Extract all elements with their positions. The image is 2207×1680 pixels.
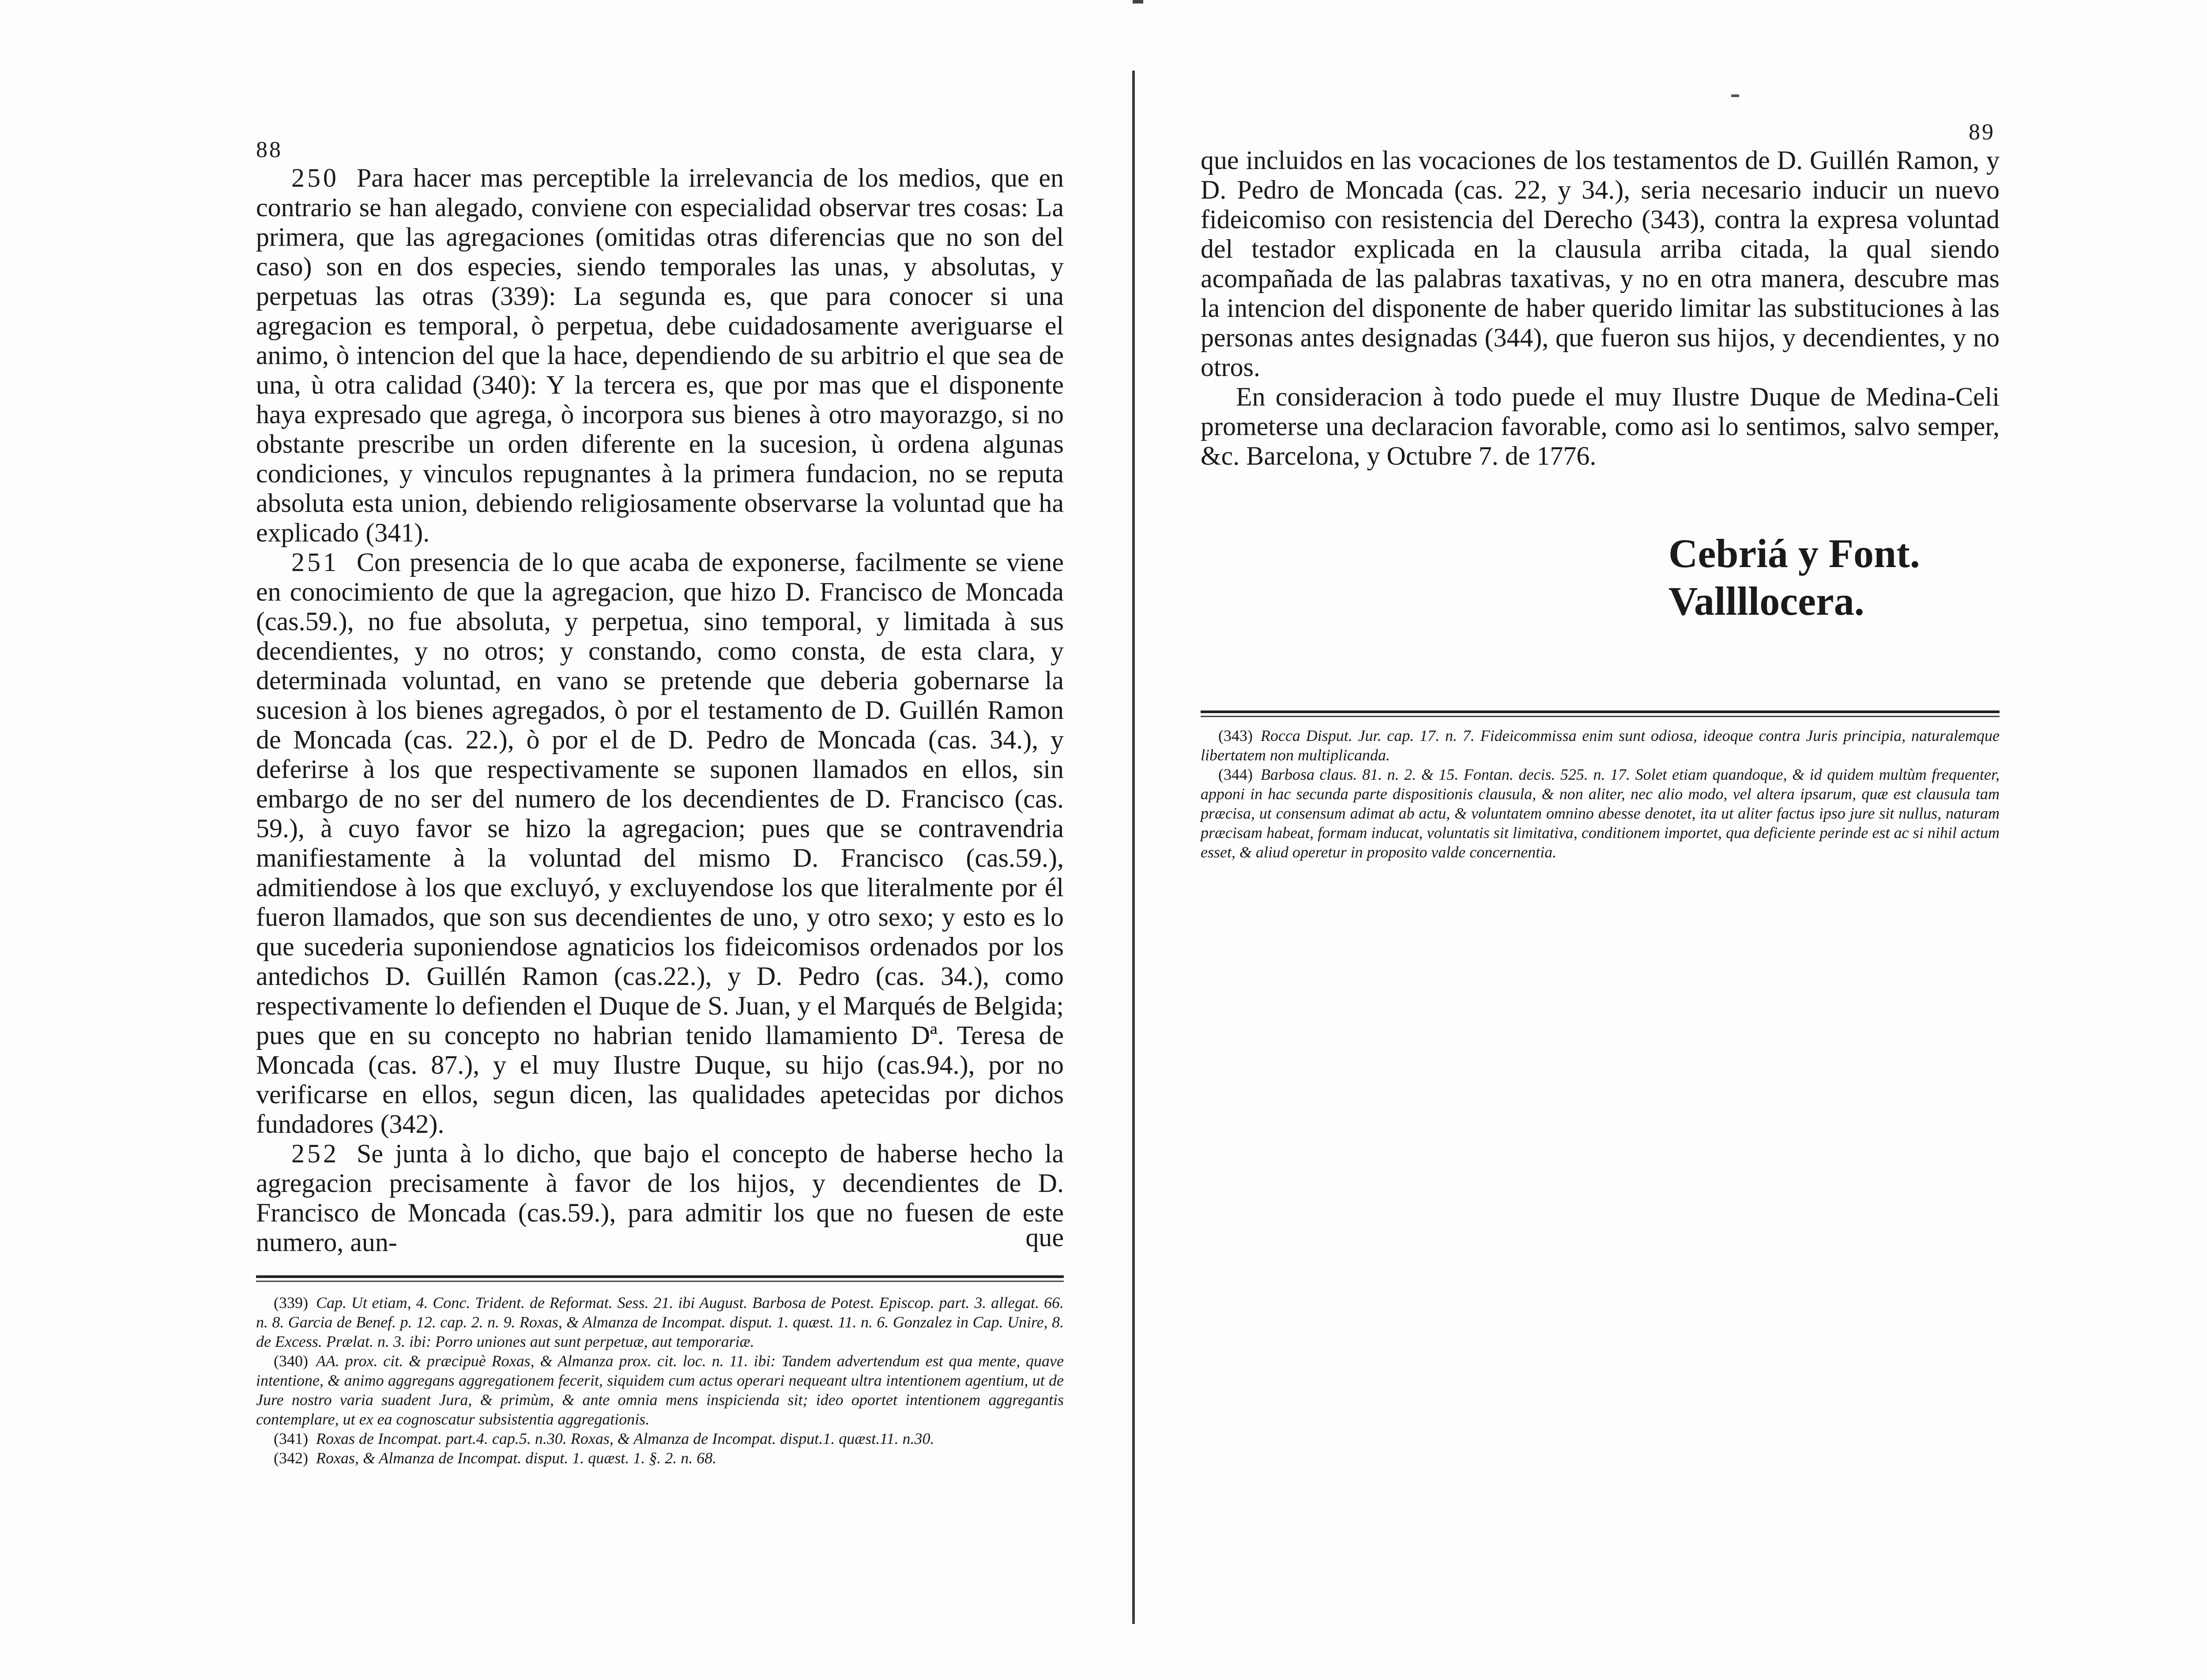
right-page-body: [1201, 146, 2000, 471]
footnote-343: (343) Rocca Disput. Jur. cap. 17. n. 7. Fideicommissa enim sunt odiosa, ideoque contra Juris principia, naturalemque libertatem non multiplicanda.: [1201, 727, 2000, 764]
paragraph-252: [256, 1139, 1064, 1257]
right-page-top-mark: [1731, 94, 1739, 97]
right-page-number: 89: [1969, 120, 1995, 145]
right-footnotes: [1201, 726, 2000, 862]
paragraph-251: [256, 548, 1064, 1139]
footnote-rule-secondary: [1201, 716, 2000, 717]
footnote-rule: [256, 1275, 1064, 1278]
catchword: que: [1025, 1223, 1064, 1252]
continued-paragraph: [1201, 146, 2000, 382]
paragraph-number: 250: [291, 163, 339, 192]
paragraph-number: 252: [291, 1139, 339, 1168]
left-page-body: [256, 163, 1064, 1257]
left-footnotes: [256, 1293, 1064, 1468]
paragraph-250: [256, 163, 1064, 548]
footnote-339: (339) Cap. Ut etiam, 4. Conc. Trident. de Reformat. Sess. 21. ibi August. Barbosa de Potest. Episcop. part. 3. allegat. 66. n. 8. Garcia de Benef. p. 12. cap. 2. n. 9. Roxas, & Almanza de Incompat. disput. 1. quæst. 11. n. 6. Gonzalez in Cap. Unire, 8. de Excess. Prælat. n. 3. ibi: Porro uniones aut sunt perpetuæ, aut temporariæ.: [256, 1294, 1064, 1350]
footnote-341: (341) Roxas de Incompat. part.4. cap.5. n.30. Roxas, & Almanza de Incompat. disput.1. quæst.11. n.30.: [274, 1430, 934, 1447]
paragraph-text: Se junta à lo dicho, que bajo el concepto de haberse hecho la agregacion precisamente à favor de los hijos, y decendientes de D. Francisco de Moncada (cas.59.), para admitir los que no fuesen de este numero, aun-: [256, 1139, 1064, 1257]
paragraph-number: 251: [291, 548, 339, 577]
left-page-number: 88: [256, 137, 282, 162]
signature-vallllocera: Vallllocera.: [1668, 579, 1864, 624]
gutter-divider: [1132, 71, 1135, 1624]
signatures: [1668, 530, 1920, 625]
paragraph-text: En consideracion à todo puede el muy Ilustre Duque de Medina-Celi prometerse una declaracion favorable, como asi lo sentimos, salvo semper, &c. Barcelona, y Octubre 7. de 1776.: [1201, 382, 2000, 470]
footnote-340: (340) AA. prox. cit. & præcipuè Roxas, & Almanza prox. cit. loc. n. 11. ibi: Tandem advertendum est qua mente, quave intentione, & animo aggregans aggregationem fecerit, siquidem cum actus operari nequeant ultra intentionem agentium, ut de Jure nostro varia suadent Jura, & primùm, & ante omnia mens inspicienda sit; ideo oportet intentionem aggregantis contemplare, ut ex ea cognoscatur subsistentia aggregationis.: [256, 1352, 1064, 1428]
footnote-344: (344) Barbosa claus. 81. n. 2. & 15. Fontan. decis. 525. n. 17. Solet etiam quandoque, & id quidem multùm frequenter, apponi in hac secunda parte dispositionis clausula, & non aliter, nec alio modo, vel altera ipsarum, quæ est clausula tam præcisa, ut consensum adimat ab actu, & voluntatem omnino abesse denotet, ita ut aliter factus ipso jure sit nullus, naturam præcisam habeat, formam inducat, voluntatis sit limitativa, conditionem importet, qua deficiente perinde est ac si nihil actum esset, & aliud operetur in proposito valde concernentia.: [1201, 766, 2000, 861]
paragraph-text: Con presencia de lo que acaba de exponerse, facilmente se viene en conocimiento de que la agregacion, que hizo D. Francisco de Moncada (cas.59.), no fue absoluta, y perpetua, sino temporal, y limitada à sus decendientes, y no otros; y constando, como consta, de esta clara, y determinada voluntad, en vano se pretende que deberia gobernarse la sucesion à los bienes agregados, ò por el testamento de D. Guillén Ramon de Moncada (cas. 22.), ò por el de D. Pedro de Moncada (cas. 34.), y deferirse à los que respectivamente se suponen llamados en ellos, sin embargo de no ser del numero de los decendientes de D. Francisco (cas. 59.), à cuyo favor se hizo la agregacion; pues que se contravendria manifiestamente à la voluntad del mismo D. Francisco (cas.59.), admitiendose à los que excluyó, y excluyendose los que literalmente por él fueron llamados, que son sus decendientes de uno, y otro sexo; y esto es lo que sucederia suponiendose agnaticios los fideicomisos ordenados por los antedichos D. Guillén Ramon (cas.22.), y D. Pedro (cas. 34.), como respectivamente lo defienden el Duque de S. Juan, y el Marqués de Belgida; pues que en su concepto no habrian tenido llamamiento Dª. Teresa de Moncada (cas. 87.), y el muy Ilustre Duque, su hijo (cas.94.), por no verificarse en ellos, segun dicen, las qualidades apetecidas por dichos fundadores (342).: [256, 548, 1064, 1139]
top-gutter-mark: [1133, 0, 1143, 4]
footnote-342: (342) Roxas, & Almanza de Incompat. disput. 1. quæst. 1. §. 2. n. 68.: [274, 1449, 717, 1467]
footnote-rule-secondary: [256, 1281, 1064, 1282]
signature-cebria: Cebriá y Font.: [1668, 531, 1920, 576]
paragraph-text: que incluidos en las vocaciones de los testamentos de D. Guillén Ramon, y D. Pedro de Moncada (cas. 22, y 34.), seria necesario inducir un nuevo fideicomiso con resistencia del Derecho (343), contra la expresa voluntad del testador explicada en la clausula arriba citada, la qual siendo acompañada de las palabras taxativas, y no en otra manera, descubre mas la intencion del disponente de haber querido limitar las substituciones à las personas antes designadas (344), que fueron sus hijos, y decendientes, y no otros.: [1201, 146, 2000, 382]
footnote-rule: [1201, 710, 2000, 713]
closing-paragraph: [1201, 382, 2000, 471]
paragraph-text: Para hacer mas perceptible la irrelevancia de los medios, que en contrario se han alegado, conviene con especialidad observar tres cosas: La primera, que las agregaciones (omitidas otras diferencias que no son del caso) son en dos especies, siendo temporales las unas, y absolutas, y perpetuas las otras (339): La segunda es, que para conocer si una agregacion es temporal, ò perpetua, debe cuidadosamente averiguarse el animo, ò intencion del que la hace, dependiendo de su arbitrio el que sea de una, ù otra calidad (340): Y la tercera es, que por mas que el disponente haya expresado que agrega, ò incorpora sus bienes à otro mayorazgo, si no obstante prescribe un orden diferente en la sucesion, ù ordena algunas condiciones, y vinculos repugnantes à la primera fundacion, no se reputa absoluta esta union, debiendo religiosamente observarse la voluntad que ha explicado (341).: [256, 163, 1064, 547]
